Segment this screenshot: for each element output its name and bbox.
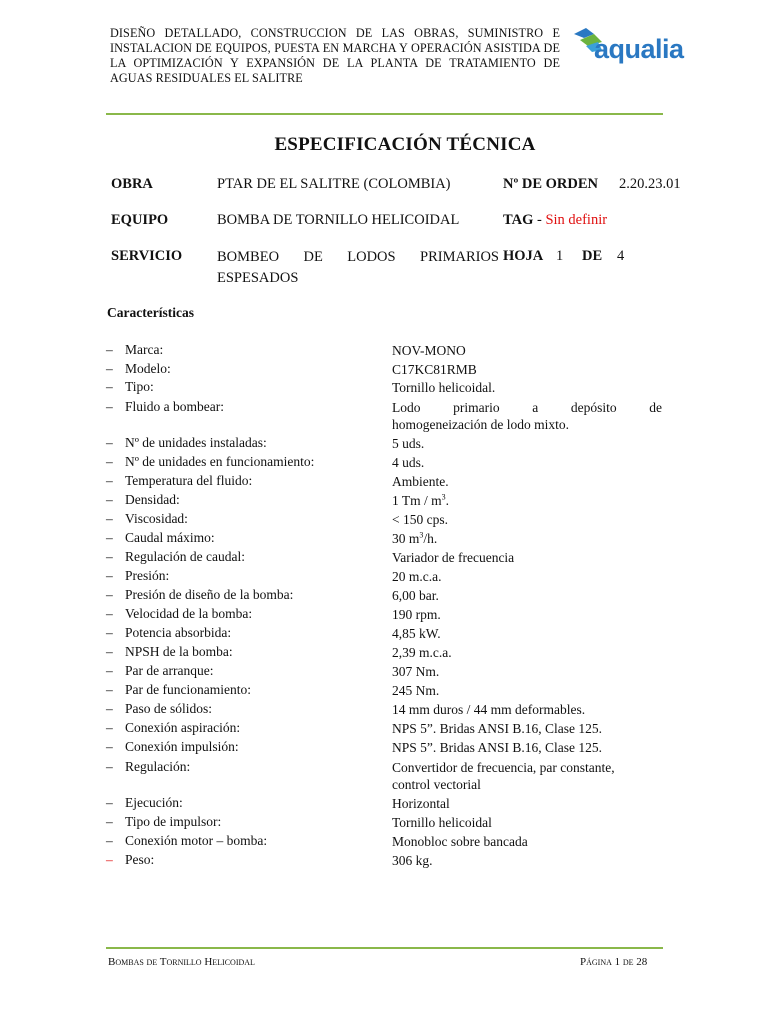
hoja-label: HOJA [503,248,544,264]
bullet-dash: – [106,606,113,621]
spec-label: Presión de diseño de la bomba: [125,587,294,602]
spec-value-line1: Lodo primario a depósito de [392,400,662,415]
de-value: 4 [617,248,625,264]
bullet-dash: – [106,833,113,848]
spec-value: Horizontal [392,796,450,811]
spec-value: 307 Nm. [392,664,440,679]
bullet-dash: – [106,549,113,564]
spec-value-line2: homogeneización de lodo mixto. [392,417,569,432]
bullet-dash: – [106,361,113,376]
bullet-dash: – [106,399,113,414]
spec-label: Par de arranque: [125,663,214,678]
spec-label: Conexión aspiración: [125,720,241,735]
bullet-dash: – [106,625,113,640]
spec-value: 14 mm duros / 44 mm deformables. [392,702,586,717]
spec-value: 4 uds. [392,455,425,470]
spec-value: Tornillo helicoidal [392,815,492,830]
spec-label: Conexión motor – bomba: [125,833,268,848]
tag-separator: - [536,212,542,228]
spec-value-suffix: /h. [423,531,438,546]
spec-value: 2,39 m.c.a. [392,645,452,660]
tag-field [503,212,607,229]
spec-label: Caudal máximo: [125,530,215,545]
spec-label: Conexión impulsión: [125,739,239,754]
page-title: ESPECIFICACIÓN TÉCNICA [274,134,536,155]
spec-value-superscript: 3 [419,530,424,540]
bullet-dash: – [106,454,113,469]
orden-value: 2.20.23.01 [619,176,681,192]
equipo-label: EQUIPO [111,212,169,228]
servicio-value [217,247,499,289]
bullet-dash: – [106,511,113,526]
spec-label: Par de funcionamiento: [125,682,251,697]
spec-label: Paso de sólidos: [125,701,213,716]
bullet-dash: – [106,852,113,867]
servicio-value-line1: BOMBEO DE LODOS PRIMARIOS [217,249,499,265]
spec-value-main: 1 Tm / m [392,493,442,508]
spec-value: C17KC81RMB [392,362,477,377]
bullet-dash: – [106,739,113,754]
spec-label: Regulación: [125,759,191,774]
spec-label: Temperatura del fluido: [125,473,253,488]
spec-label: Peso: [125,852,155,867]
bullet-dash: – [106,379,113,394]
spec-value: Tornillo helicoidal. [392,380,496,395]
bullet-dash: – [106,644,113,659]
bullet-dash: – [106,342,113,357]
equipo-value: BOMBA DE TORNILLO HELICOIDAL [217,212,460,228]
spec-value [392,492,662,509]
bullet-dash: – [106,720,113,735]
spec-value: 20 m.c.a. [392,569,442,584]
tag-label: TAG [503,212,534,228]
spec-label: Potencia absorbida: [125,625,232,640]
footer-page-number: Página 1 de 28 [580,956,648,968]
section-title: Características [107,305,194,320]
spec-value: Monobloc sobre bancada [392,834,528,849]
tag-value: Sin definir [545,212,608,228]
spec-value: Variador de frecuencia [392,550,515,565]
bullet-dash: – [106,814,113,829]
logo-text: aqualia [594,34,684,64]
bullet-dash: – [106,701,113,716]
footer-divider [106,947,663,949]
spec-value: < 150 cps. [392,512,448,527]
spec-label: Presión: [125,568,170,583]
spec-value: 6,00 bar. [392,588,439,603]
spec-value [392,530,662,547]
bullet-dash: – [106,759,113,774]
obra-value: PTAR DE EL SALITRE (COLOMBIA) [217,176,451,192]
spec-label: Nº de unidades en funcionamiento: [125,454,315,469]
spec-value: 5 uds. [392,436,425,451]
spec-value: Ambiente. [392,474,449,489]
spec-value: NPS 5”. Bridas ANSI B.16, Clase 125. [392,740,603,755]
spec-label: Tipo de impulsor: [125,814,222,829]
spec-value: 4,85 kW. [392,626,441,641]
spec-label: NPSH de la bomba: [125,644,233,659]
servicio-value-line2: ESPESADOS [217,270,299,286]
spec-value: NPS 5”. Bridas ANSI B.16, Clase 125. [392,721,603,736]
bullet-dash: – [106,682,113,697]
spec-label: Tipo: [125,379,154,394]
spec-value-main: 30 m [392,531,420,546]
bullet-dash: – [106,435,113,450]
spec-label: Densidad: [125,492,180,507]
spec-label: Modelo: [125,361,171,376]
de-label: DE [582,248,603,264]
bullet-dash: – [106,530,113,545]
spec-value-line1: Convertidor de frecuencia, par constante, [392,760,615,775]
header-divider [106,113,663,115]
spec-value: 245 Nm. [392,683,440,698]
spec-label: Fluido a bombear: [125,399,224,414]
spec-label: Viscosidad: [125,511,188,526]
spec-value [392,399,662,433]
bullet-dash: – [106,568,113,583]
spec-value: 190 rpm. [392,607,441,622]
spec-value: 306 kg. [392,853,433,868]
obra-label: OBRA [111,176,153,192]
servicio-label: SERVICIO [111,248,183,264]
bullet-dash: – [106,473,113,488]
document-header-title: DISEÑO DETALLADO, CONSTRUCCION DE LAS OBRAS, SUMINISTRO E INSTALACION DE EQUIPOS, PUESTA EN MARCHA Y OPERACIÓN ASISTIDA DE LA OPTIMIZACIÓN Y EXPANSIÓN DE LA PLANTA DE TRATAMIENTO DE AGUAS RESIDUALES EL SALITRE [110,26,560,85]
spec-value: NOV-MONO [392,343,466,358]
hoja-value: 1 [556,248,564,264]
spec-label: Regulación de caudal: [125,549,245,564]
spec-label: Velocidad de la bomba: [125,606,253,621]
footer-left: Bombas de Tornillo Helicoidal [108,956,255,968]
bullet-dash: – [106,663,113,678]
bullet-dash: – [106,587,113,602]
spec-value-suffix: . [445,493,450,508]
spec-value-superscript: 3 [441,492,446,502]
orden-label: Nº DE ORDEN [503,176,599,192]
spec-label: Nº de unidades instaladas: [125,435,267,450]
spec-value [392,759,662,793]
spec-label: Marca: [125,342,164,357]
spec-label: Ejecución: [125,795,183,810]
bullet-dash: – [106,492,113,507]
spec-value-line2: control vectorial [392,777,481,792]
aqualia-logo [572,26,692,70]
bullet-dash: – [106,795,113,810]
